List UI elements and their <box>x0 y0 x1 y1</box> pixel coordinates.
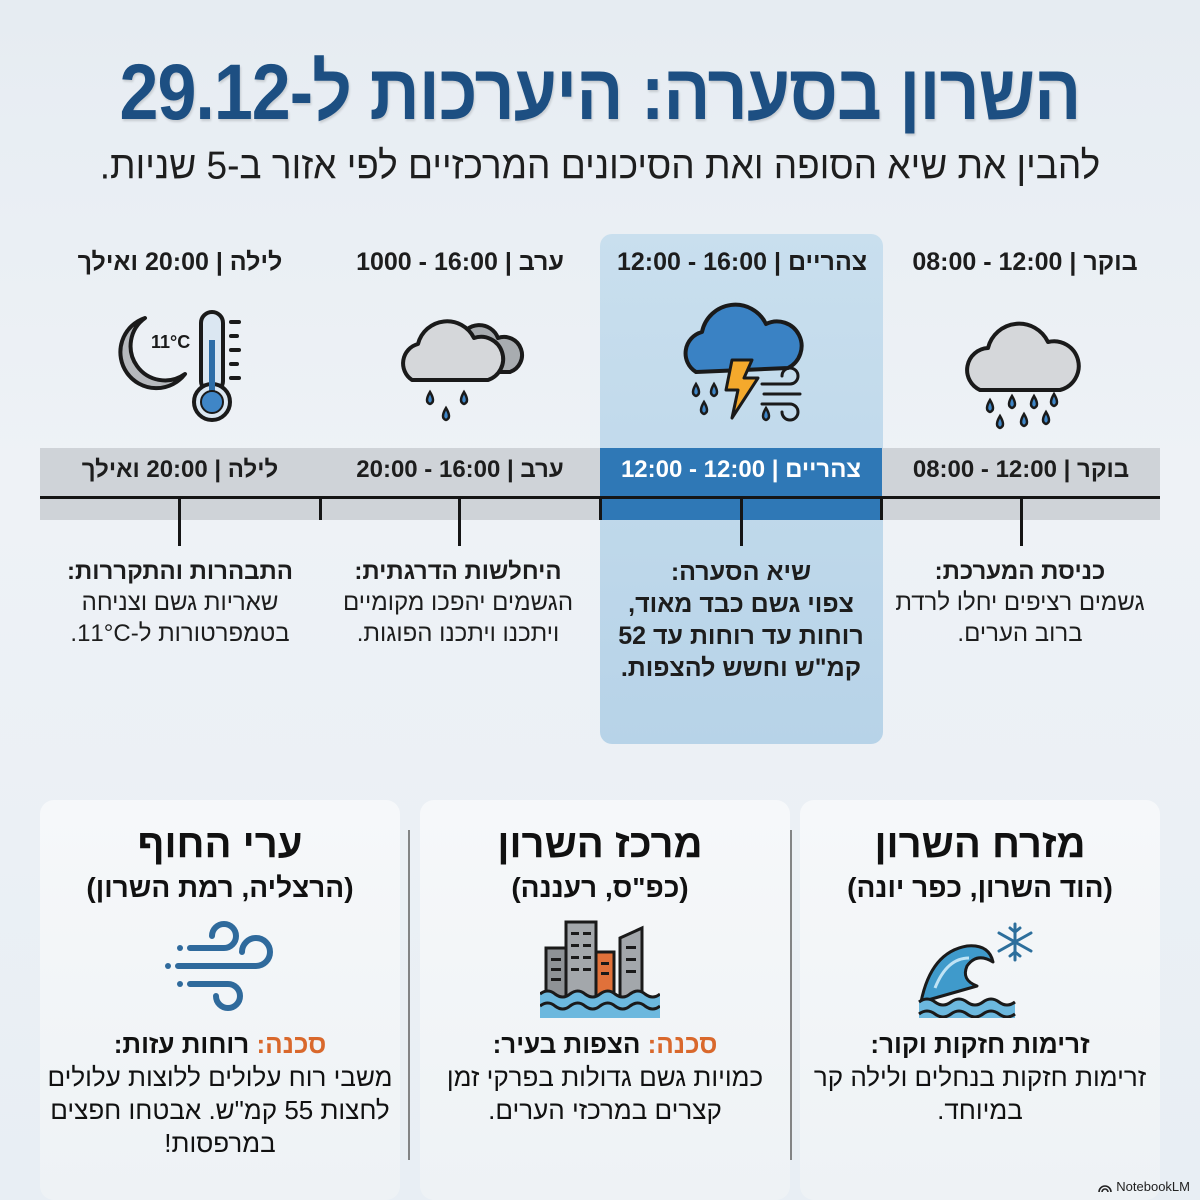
danger-label: סכנה: <box>256 1029 327 1059</box>
timeline-label-evening: ערב | 16:00 - 20:00 <box>356 456 564 483</box>
risk-head: זרימות חזקות וקור: <box>870 1029 1090 1059</box>
storm-cloud-icon <box>670 300 810 435</box>
risk-title: רוחות עזות: <box>113 1029 250 1059</box>
notebooklm-brand <box>1098 1179 1190 1194</box>
period-title-morning: בוקר | 12:00 - 08:00 <box>912 248 1138 276</box>
timeline-pointer-night <box>178 496 181 546</box>
notebooklm-logo-icon <box>1098 1181 1112 1193</box>
timeline-pointer-evening <box>458 496 461 546</box>
moon-thermometer-icon <box>105 300 245 435</box>
cloud-rain-icon <box>950 300 1090 435</box>
region-cities-east: (הוד השרון, כפר יונה) <box>847 872 1113 903</box>
timeline-pointer-noon <box>740 496 743 546</box>
flooded-city-icon <box>540 918 660 1018</box>
period-desc-head: שיא הסערה: <box>670 558 812 586</box>
risk-body: זרימות חזקות בנחלים ולילה קר במיוחד. <box>813 1062 1147 1125</box>
period-desc-evening <box>318 556 598 649</box>
region-risk-coast <box>40 1028 400 1160</box>
region-name-east: מזרח השרון <box>874 822 1086 866</box>
page-subtitle: להבין את שיא הסופה ואת הסיכונים המרכזיים לפי אזור ב-5 שניות. <box>99 143 1101 187</box>
period-desc-head: התבהרות והתקררות: <box>66 558 293 585</box>
period-desc-noon <box>602 556 880 684</box>
timeline-divider <box>319 496 322 520</box>
period-desc-head: כניסת המערכת: <box>934 558 1106 585</box>
period-desc-body: צפוי גשם כבד מאוד, רוחות עד רוחות עד 52 קמ"ש וחשש להצפות. <box>618 590 864 682</box>
timeline-label-morning: בוקר | 12:00 - 08:00 <box>912 456 1130 483</box>
timeline-label-noon: צהריים | 12:00 - 12:00 <box>620 456 862 483</box>
risk-body: כמויות גשם גדולות בפרקי זמן קצרים במרכזי הערים. <box>446 1062 764 1125</box>
period-desc-body: הגשמים יהפכו מקומיים ויתכנו ויתכנו הפוגות. <box>342 589 574 647</box>
region-name-center: מרכז השרון <box>497 822 703 866</box>
period-title-noon: צהריים | 16:00 - 12:00 <box>616 248 868 276</box>
timeline-divider <box>880 496 883 520</box>
page-title: השרון בסערה: היערכות ל-29.12 <box>119 48 1081 136</box>
period-desc-morning <box>880 556 1160 649</box>
region-name-coast: ערי החוף <box>137 822 303 866</box>
region-cities-center: (כפ"ס, רעננה) <box>511 872 689 903</box>
svg-text:11°C: 11°C <box>151 332 191 352</box>
danger-label: סכנה: <box>647 1029 718 1059</box>
region-cities-coast: (הרצליה, רמת השרון) <box>86 872 354 903</box>
card-divider <box>408 830 410 1160</box>
period-desc-body: גשמים רציפים יחלו לרדת ברוב הערים. <box>895 589 1145 647</box>
timeline-label-night: לילה | 20:00 ואילך <box>81 456 279 483</box>
risk-head <box>40 1028 400 1061</box>
risk-title: הצפות בעיר: <box>492 1029 641 1059</box>
clouds-light-rain-icon <box>390 300 530 435</box>
wave-snowflake-icon <box>915 918 1035 1018</box>
period-title-evening: ערב | 16:00 - 1000 <box>356 248 564 276</box>
wind-icon <box>160 918 280 1018</box>
card-divider <box>790 830 792 1160</box>
period-title-night: לילה | 20:00 ואילך <box>77 248 283 276</box>
timeline-pointer-morning <box>1020 496 1023 546</box>
period-desc-head: היחלשות הדרגתית: <box>354 558 562 585</box>
region-risk-center <box>425 1028 785 1127</box>
risk-body: משבי רוח עלולים ללוצות עלולים לחצות 55 קמ"ש. אבטחו חפצים במרפסות! <box>47 1062 393 1158</box>
brand-label: NotebookLM <box>1116 1179 1190 1194</box>
risk-head <box>425 1028 785 1061</box>
period-desc-body: שאריות גשם וצניחה בטמפרטורות ל-11°C. <box>70 589 290 647</box>
timeline-divider <box>599 496 602 520</box>
region-risk-east <box>800 1028 1160 1127</box>
period-desc-night <box>40 556 320 649</box>
